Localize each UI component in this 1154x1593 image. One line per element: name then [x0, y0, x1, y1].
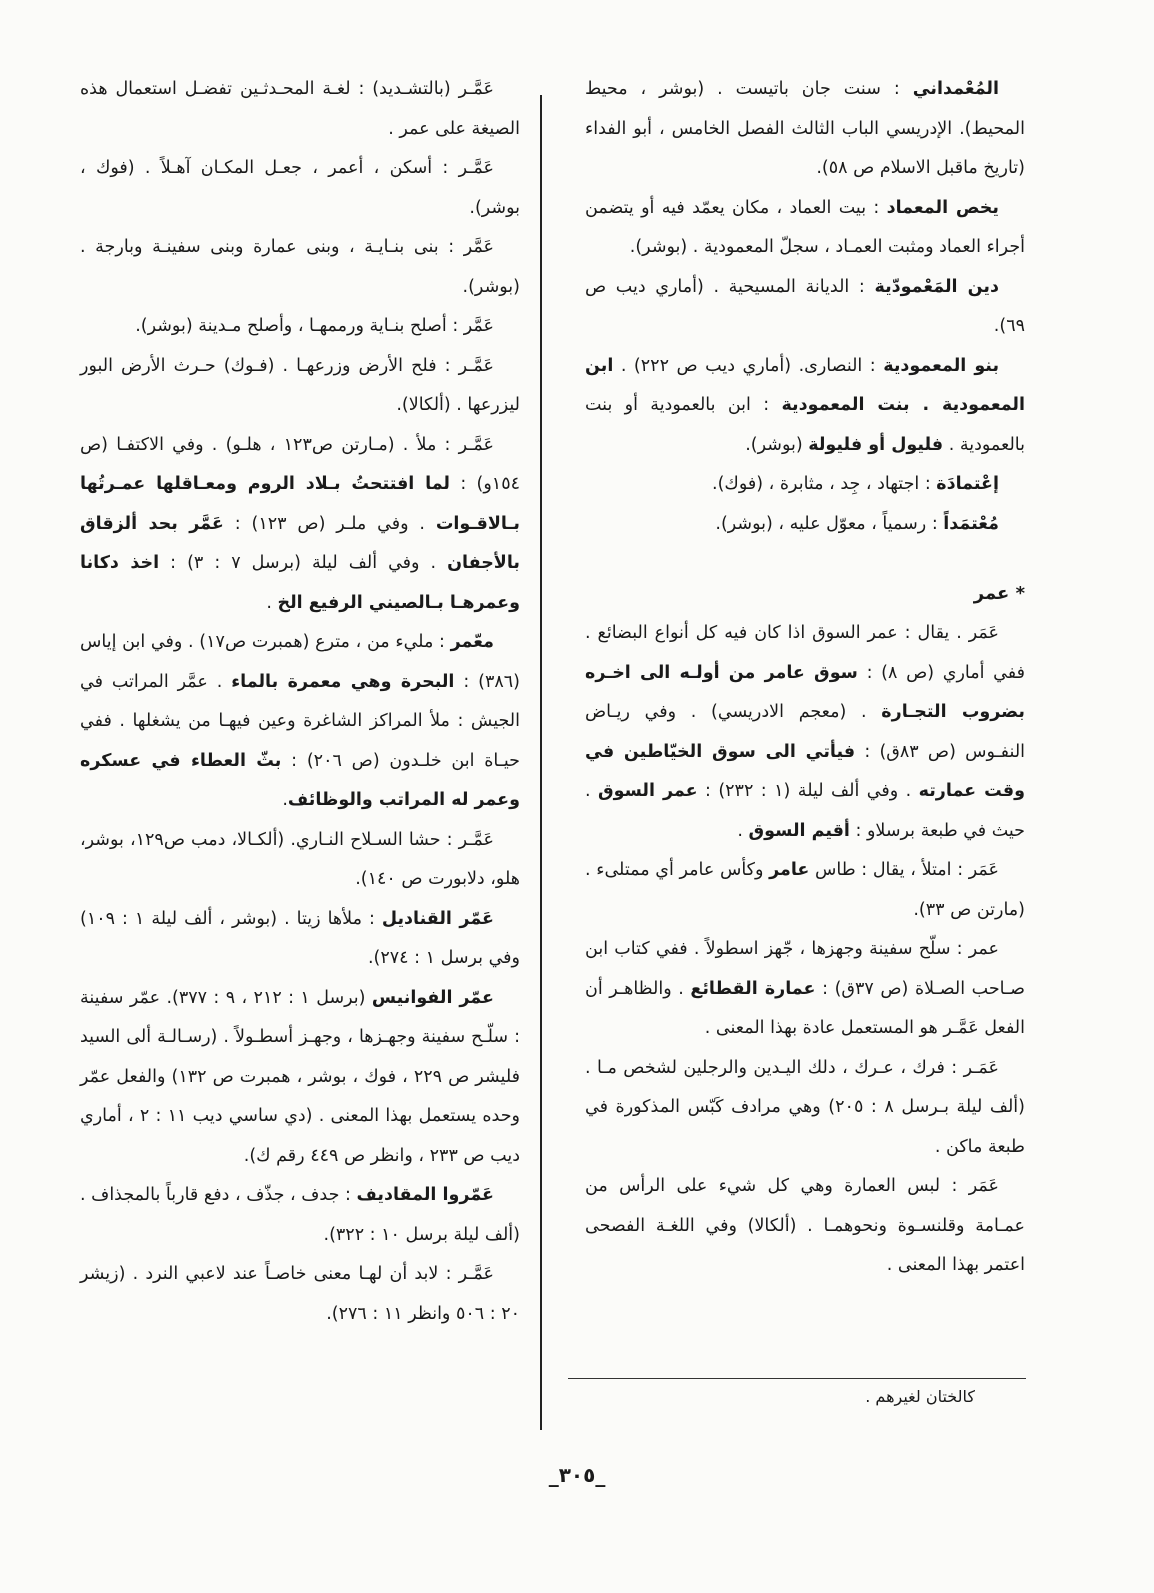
entry-text: : جدف ، جذّف ، دفع قارباً بالمجذاف . (ألف ليلة برسل ١٠ : ٣٢٢). [80, 1185, 520, 1245]
entry-text: عَمَـر : فرك ، عـرك ، دلك اليـدين والرجلين لشخص مـا . (ألف ليلة بـرسل ٨ : ٢٠٥) وهي مرادف كَبّس المذكورة في طبعة ماكن . [585, 1057, 1025, 1157]
dictionary-entry [585, 1049, 1025, 1168]
entry-text: : ملأها زيتا . (بوشر ، ألف ليلة ١ : ١٠٩) وفي برسل ١ : ٢٧٤). [80, 908, 520, 968]
dictionary-entry [585, 70, 1025, 189]
entry-text: عَمَر : لبس العمارة وهي كل شيء على الرأس من عمـامة وقلنسـوة ونحوهمـا . (ألكالا) وفي اللغـة الفصحى اعتمر بهذا المعنى . [585, 1176, 1025, 1275]
headword: المُعْمداني [912, 79, 999, 99]
dictionary-entry [585, 505, 1025, 545]
headword: بنو المعمودية [883, 355, 1000, 376]
page-number: _٣٠٥_ [548, 1463, 606, 1487]
entry-text: عَمَّر : أصلح بنـاية ورممهـا ، وأصلح مـدينة (بوشر). [135, 316, 494, 336]
entry-text: (برسل ١ : ٢١٢ ، ٩ : ٣٧٧). عمّر سفينة : سلّـح سفينة وجهـزها ، وجهـز أسطـولاً . (رسـالـة ألى السيد فليشر ص ٢٢٩ ، فوك ، بوشر ، همبرت ص ١٣٢) والفعل عمّر وحده يستعمل بهذا المعنى . (دي ساسي ديب ١١ : ٢ ، أماري ديب ص ٢٣٣ ، وانظر ص ٤٤٩ رقم ك). [80, 987, 520, 1166]
entry-text: : بيت العماد ، مكان يعمّد فيه أو يتضمن أجراء العماد ومثبت العمـاد ، سجلّ المعمودية . (بوشر). [585, 197, 1025, 257]
entry-text: عَمَّـر : ملأ . (مـارتن ص١٢٣ ، هلـو) . وفي الاكتفـا (ص ١٥٤و) : [80, 434, 520, 494]
entry-text: عمر : سلّح سفينة وجهزها ، جّهز اسطولاً . ففي كتاب ابن صـاحب الصـلاة (ص ٣٧ق) : [585, 939, 1025, 999]
entry-text: عَمَر : امتلأ ، يقال : طاس [809, 860, 999, 880]
entry-text: : ابن بالعمودية أو بنت بالعمودية . [585, 395, 1025, 455]
headword: البحرة وهي معمرة بالماء [231, 671, 455, 692]
footnote: كالختان لغيرهم . [865, 1387, 975, 1406]
headword: اخذ دكانا وعمرهـا بـالصيني الرفيع الخ [80, 553, 520, 613]
dictionary-entry [585, 851, 1025, 930]
footnote-rule [568, 1378, 1026, 1379]
entry-text: : رسمياً ، معوّل عليه ، (بوشر). [715, 513, 944, 534]
section-entries [585, 614, 1025, 1286]
dictionary-entry [80, 228, 520, 307]
entry-text: . حيث في طبعة برسلاو : [585, 781, 1025, 841]
entry-text: . وفي ملـر (ص ١٢٣) : [223, 513, 436, 534]
right-entries [585, 70, 1025, 544]
headword: ابن المعمودية . بنت المعمودية [585, 355, 1026, 415]
section-gap [585, 544, 1025, 574]
entry-text: . [282, 790, 288, 810]
entry-text: . [266, 592, 278, 613]
dictionary-entry [80, 307, 520, 347]
dictionary-entry [585, 268, 1025, 347]
dictionary-entry [80, 426, 520, 624]
headword: أقيم السوق [748, 820, 850, 841]
dictionary-entry [80, 821, 520, 900]
entry-text: عَمَّـر : لابد أن لهـا معنى خاصـاً عند لاعبي النرد . (زيشر ٢٠ : ٥٠٦ وانظر ١١ : ٢٧٦). [80, 1264, 520, 1324]
headword: عمر السوق [598, 781, 698, 801]
entry-text: عَمَّـر : فلح الأرض وزرعهـا . (فـوك) حـرث الأرض البور ليزرعها . (ألكالا). [80, 355, 520, 415]
entry-text: : الديانة المسيحية . (أماري ديب ص ٦٩). [585, 276, 1025, 336]
dictionary-entry [80, 70, 520, 149]
dictionary-entry [80, 1176, 520, 1255]
dictionary-entry [585, 347, 1025, 466]
right-column [585, 70, 1025, 1286]
headword: لما افتتحتُ بـلاد الروم ومعـاقلها عمـرتُها بـالاقـوات [80, 474, 520, 534]
entry-text: : اجتهاد ، جِد ، مثابرة ، (فوك). [712, 474, 937, 494]
entry-text: . وفي ألف ليلة (١ : ٢٣٢) : [697, 781, 919, 801]
entry-text: . عمَّر المراتب في الجيش : ملأ المراكز الشاغرة وعين فيهـا من يشغلها . ففي حيـاة ابن خلـدون (ص ٢٠٦) : [80, 671, 520, 771]
entry-text: عَمَر . يقال : عمر السوق اذا كان فيه كل أنواع البضائع . ففي أماري (ص ٨) : [585, 623, 1025, 683]
entry-text: عَمَّـر : حشا السـلاح النـاري. (ألكـالا، دمب ص١٢٩، بوشر، هلو، دلابورت ص ١٤٠). [80, 829, 520, 889]
headword: سوق عامر من أولـه الى اخـره بضروب التجـارة [585, 662, 1025, 722]
dictionary-entry [585, 465, 1025, 505]
entry-text: . وفي ألف ليلة (برسل ٧ : ٣) : [159, 553, 448, 573]
dictionary-entry [80, 149, 520, 228]
headword: بثّ العطاء في عسكره وعمر له المراتب والوظائف [80, 750, 520, 810]
headword: عَمَّر بحد ألزقاق بالأجفان [80, 513, 520, 573]
dictionary-entry [585, 930, 1025, 1049]
dictionary-entry [80, 900, 520, 979]
headword: عَمّروا المقاديف [356, 1185, 495, 1205]
headword: عامر [769, 860, 810, 880]
dictionary-entry [80, 347, 520, 426]
headword: عمارة القطائع [690, 978, 816, 999]
entry-text: . [737, 820, 749, 841]
dictionary-entry [80, 623, 520, 821]
entry-text: : سنت جان باتيست . (بوشر ، محيط المحيط). الإدريسي الباب الثالث الفصل الخامس ، أبو الفداء (تاريخ ماقبل الاسلام ص ٥٨). [585, 79, 1025, 178]
section-heading: * عمر [973, 583, 1025, 604]
headword: فليول أو فليولة [808, 434, 944, 455]
headword: عَمّر القناديل [381, 908, 495, 929]
dictionary-entry [585, 1167, 1025, 1286]
entry-text: وكأس عامر أي ممتلىء . (مارتن ص ٣٣). [585, 860, 1025, 920]
entry-text: : النصارى. (أماري ديب ص ٢٢٢) . [613, 355, 884, 376]
dictionary-entry [585, 189, 1025, 268]
entry-text: عَمَّر : بنى بنـايـة ، وبنى عمارة وبنى سفينـة وبارجة . (بوشر). [80, 237, 520, 297]
entry-text: . والظاهـر أن الفعل عَمَّـر هو المستعمل عادة بهذا المعنى . [585, 978, 1025, 1038]
entry-text: عَمَّـر : أسكن ، أعمر ، جعـل المكـان آهـلاً . (فوك ، بوشر). [80, 158, 520, 218]
headword: إعْتمادَة [936, 474, 999, 494]
entry-text: : مليء من ، مترع (همبرت ص١٧) . وفي ابن إياس (٣٨٦) : [80, 632, 520, 692]
entry-text: عَمَّـر (بالتشـديد) : لغـة المحـدثـين تفضـل استعمال هذه الصيغة على عمر . [80, 79, 520, 139]
dictionary-entry [585, 614, 1025, 851]
headword: يخص المعماد [886, 197, 999, 218]
left-column [80, 70, 520, 1334]
column-divider [540, 95, 542, 1430]
dictionary-entry [80, 979, 520, 1177]
headword: فيأتي الى سوق الخيّاطين في وقت عمارته [585, 741, 1025, 801]
headword: معّمر [450, 632, 495, 652]
headword: دين المَعْمودّية [874, 276, 999, 297]
headword: مُعْتمَداً [943, 513, 999, 534]
entry-text: . (معجم الادريسي) . وفي ريـاض النفـوس (ص ٨٣ق) : [585, 702, 1026, 762]
entry-text: (بوشر). [745, 434, 809, 455]
dictionary-entry [80, 1255, 520, 1334]
headword: عمّر الفوانيس [371, 987, 494, 1008]
left-entries [80, 70, 520, 1334]
